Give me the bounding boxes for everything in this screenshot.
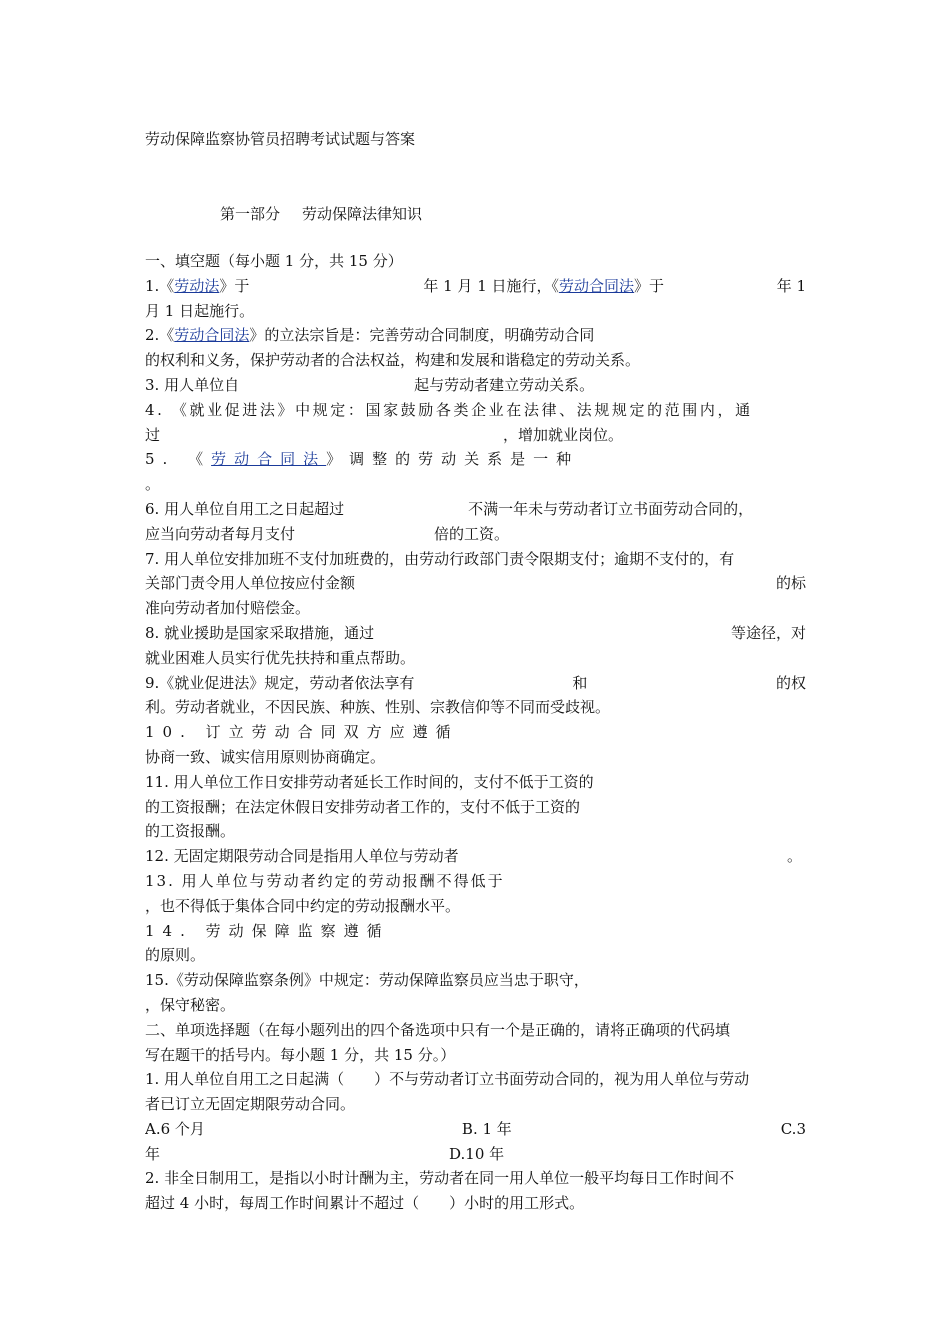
question-10-line-2: 协商一致、诚实信用原则协商确定。 <box>145 747 386 766</box>
law-link-labor-contract-law-3[interactable]: 劳动合同法 <box>211 450 327 469</box>
question-11-line-2: 的工资报酬；在法定休假日安排劳动者工作的，支付不低于工资的 <box>145 797 581 816</box>
question-9-line-2: 利。劳动者就业，不因民族、种族、性别、宗教信仰等不同而受歧视。 <box>145 698 611 717</box>
question-8-line-1: 8. 就业援助是国家采取措施，通过 等途径，对 <box>145 623 806 642</box>
option-b: B. 1 年 <box>461 1119 512 1138</box>
law-link-labor-contract-law-2[interactable]: 劳动合同法 <box>174 326 250 345</box>
document-body <box>145 249 806 1216</box>
option-c: C.3 <box>780 1119 806 1138</box>
part-name: 劳动保障法律知识 <box>302 205 423 223</box>
question-4-line-1: 4. 《就业促进法》中规定：国家鼓励各类企业在法律、法规规定的范围内，通 <box>145 400 753 419</box>
question-11-line-1: 11. 用人单位工作日安排劳动者延长工作时间的，支付不低于工资的 <box>145 772 594 791</box>
question-5-line-2: 。 <box>145 475 161 494</box>
question-10-line-1: 10. 订立劳动合同双方应遵循 <box>145 723 459 742</box>
question-9-line-1: 9.《就业促进法》规定，劳动者依法享有 和 的权 <box>145 673 806 692</box>
section1-heading: 一、填空题（每小题 1 分，共 15 分） <box>145 252 403 270</box>
question-14-line-2: 的原则。 <box>145 946 206 965</box>
choice-question-2-line-1: 2. 非全日制用工，是指以小时计酬为主，劳动者在同一用人单位一般平均每日工作时间不 <box>145 1169 735 1188</box>
law-link-labor-contract-law[interactable]: 劳动合同法 <box>559 276 635 295</box>
question-2-line-2: 的权利和义务，保护劳动者的合法权益，构建和发展和谐稳定的劳动关系。 <box>145 351 641 370</box>
question-6-line-2: 应当向劳动者每月支付 倍的工资。 <box>145 524 510 543</box>
section2-heading-line-2: 写在题干的括号内。每小题 1 分，共 15 分。） <box>145 1045 456 1064</box>
question-7-line-2: 关部门责令用人单位按应付金额 的标 <box>145 574 806 593</box>
question-11-line-3: 的工资报酬。 <box>145 822 236 841</box>
question-3: 3. 用人单位自 起与劳动者建立劳动关系。 <box>145 375 595 394</box>
part-heading <box>220 203 422 224</box>
choice-question-1-line-2: 者已订立无固定期限劳动合同。 <box>145 1095 356 1114</box>
question-12: 12. 无固定期限劳动合同是指用人单位与劳动者 。 <box>145 847 802 866</box>
question-7-line-1: 7. 用人单位安排加班不支付加班费的，由劳动行政部门责令限期支付；逾期不支付的，有 <box>145 549 735 568</box>
option-a: A.6 个月 <box>145 1119 205 1138</box>
question-1-line-1: 1.《 劳动法 》于 年 1 月 1 日施行，《 劳动合同法 》于 年 1 <box>145 274 806 299</box>
law-link-labor-law[interactable]: 劳动法 <box>174 276 220 295</box>
question-13-line-2: ，也不得低于集体合同中约定的劳动报酬水平。 <box>145 896 461 915</box>
part-label: 第一部分 <box>220 205 281 223</box>
question-7-line-3: 准向劳动者加付赔偿金。 <box>145 599 311 618</box>
question-15-line-2: ，保守秘密。 <box>145 995 236 1014</box>
option-d: D.10 年 <box>449 1144 505 1163</box>
question-14-line-1: 14. 劳动保障监察遵循 <box>145 921 390 940</box>
choice-question-2-line-2: 超过 4 小时，每周工作时间累计不超过（ ）小时的用工形式。 <box>145 1194 585 1213</box>
choice-question-1-options-line-2 <box>145 1142 806 1167</box>
question-4-line-2: 过 ，增加就业岗位。 <box>145 425 624 444</box>
question-6-line-1: 6. 用人单位自用工之日起超过 不满一年未与劳动者订立书面劳动合同的， <box>145 499 754 518</box>
question-1-line-2: 月 1 日起施行。 <box>145 301 255 320</box>
question-15-line-1: 15.《劳动保障监察条例》中规定：劳动保障监察员应当忠于职守， <box>145 971 589 990</box>
choice-question-1-line-1: 1. 用人单位自用工之日起满（ ）不与劳动者订立书面劳动合同的，视为用人单位与劳动 <box>145 1070 750 1089</box>
question-2-line-1: 2.《 劳动合同法 》的立法宗旨是：完善劳动合同制度，明确劳动合同 <box>145 323 806 348</box>
question-8-line-2: 就业困难人员实行优先扶持和重点帮助。 <box>145 648 416 667</box>
question-13-line-1: 13. 用人单位与劳动者约定的劳动报酬不得低于 <box>145 871 505 890</box>
document-title: 劳动保障监察协管员招聘考试试题与答案 <box>145 130 416 148</box>
question-5-line-1: 5. 《 劳动合同法 》调整的劳动关系是一种 <box>145 447 806 472</box>
section2-heading-line-1: 二、单项选择题（在每小题列出的四个备选项中只有一个是正确的，请将正确项的代码填 <box>145 1020 731 1039</box>
choice-question-1-options-line-1 <box>145 1117 806 1142</box>
option-c-continued: 年 <box>145 1144 161 1163</box>
